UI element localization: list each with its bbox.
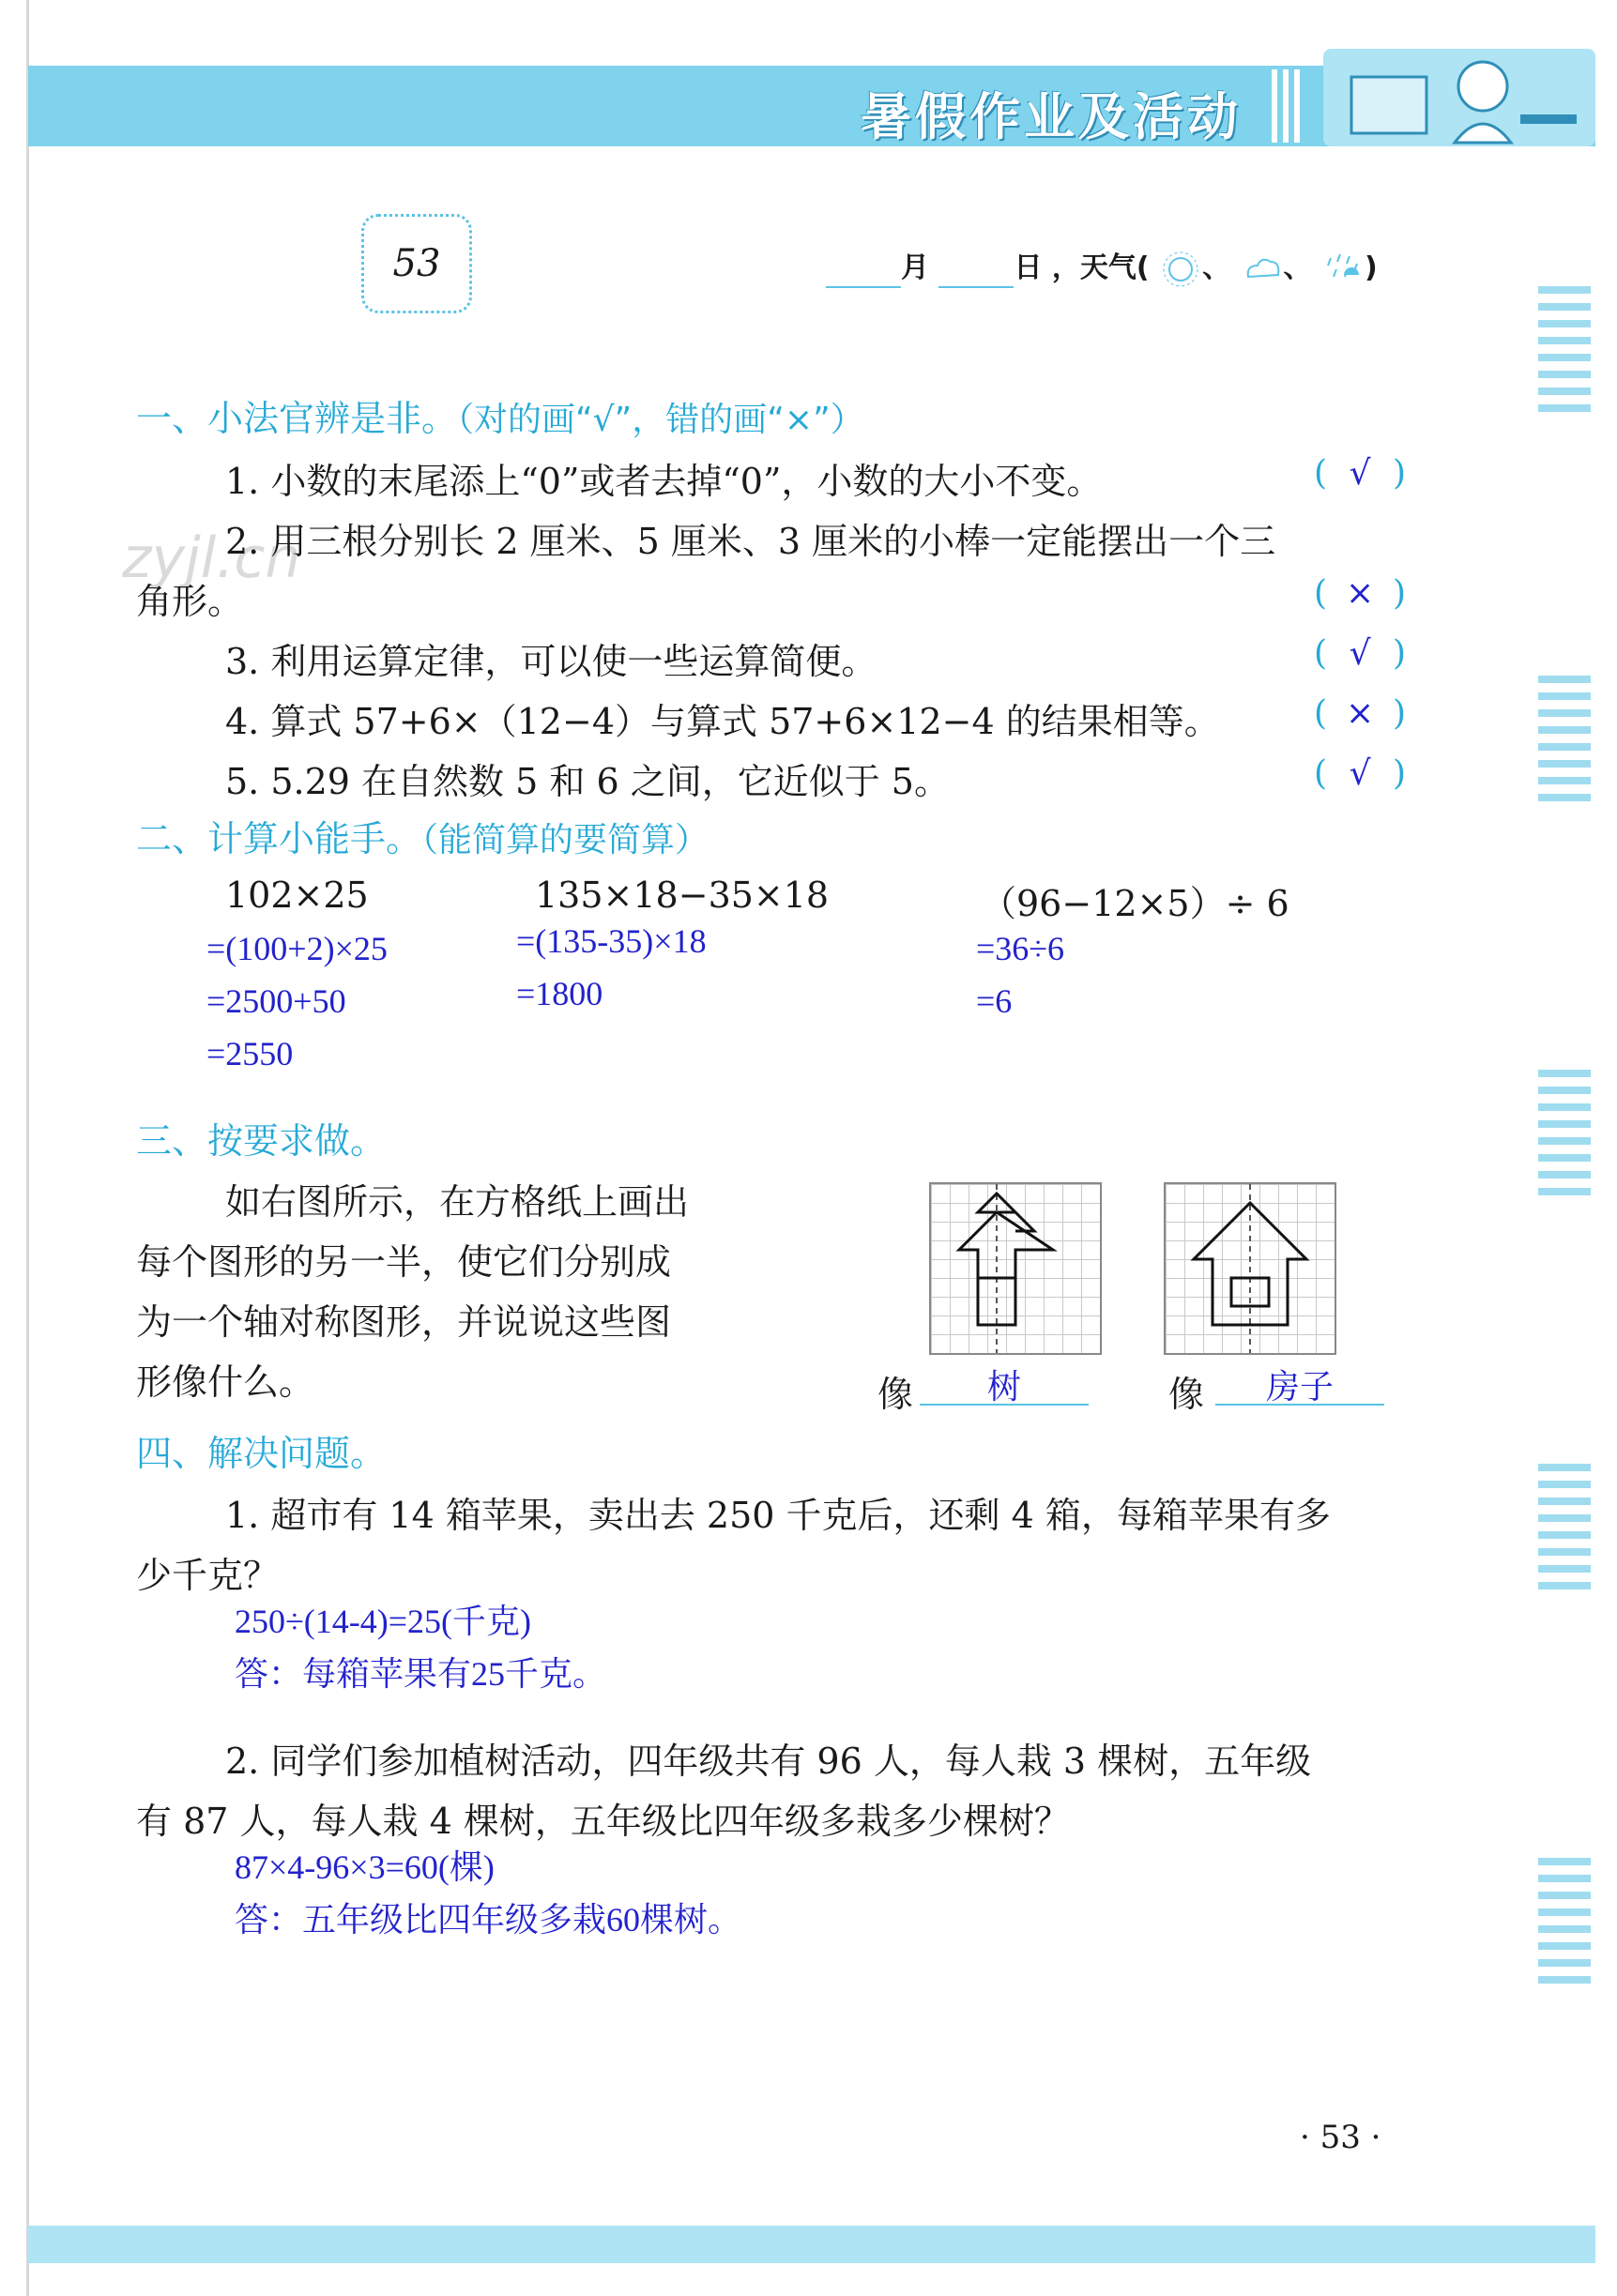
- calc-step: =(135-35)×18: [516, 922, 707, 960]
- header-title: 暑假作业及活动: [861, 87, 1242, 146]
- date-weather-line: 月 日 ，天气( 、 、 ): [826, 244, 1378, 288]
- section2-title: 二、计算小能手。: [136, 818, 422, 859]
- figure-label-prefix: 像: [1168, 1374, 1205, 1415]
- figure-label-prefix: 像: [877, 1374, 914, 1415]
- calc-step: =6: [976, 982, 1013, 1020]
- calc-step: =2550: [206, 1035, 294, 1072]
- weather-sep: 、: [1283, 251, 1312, 284]
- judge-item-2: 2. 用三根分别长 2 厘米、5 厘米、3 厘米的小棒一定能摆出一个三: [225, 521, 1276, 562]
- word-problem-1-calc: 250÷(14-4)=25(千克): [235, 1603, 532, 1640]
- section3-line: 如右图所示，在方格纸上画出: [225, 1181, 690, 1223]
- section1-title: 一、小法官辨是非。: [136, 398, 458, 439]
- section3-heading: 三、按要求做。: [136, 1120, 387, 1162]
- calc-problem-3: （96−12×5）÷ 6: [981, 883, 1289, 924]
- paren-open: (: [1136, 251, 1150, 284]
- word-problem-2: 2. 同学们参加植树活动，四年级共有 96 人，每人栽 3 棵树，五年级: [225, 1741, 1312, 1782]
- judge-item-3: 3. 利用运算定律，可以使一些运算简便。: [225, 641, 877, 682]
- judge-answer-2[interactable]: ( × ): [1314, 574, 1407, 613]
- figure-answer-house[interactable]: 房子: [1215, 1361, 1384, 1406]
- month-blank[interactable]: [826, 258, 901, 288]
- calc-step: =36÷6: [976, 930, 1065, 967]
- side-stripe-decoration: [1538, 1070, 1591, 1205]
- calc-problem-2: 135×18−35×18: [535, 874, 830, 916]
- judge-item-4: 4. 算式 57+6×（12−4）与算式 57+6×12−4 的结果相等。: [225, 701, 1220, 742]
- judge-answer-1[interactable]: ( √ ): [1314, 454, 1407, 493]
- side-stripe-decoration: [1538, 286, 1591, 421]
- paren-close: ): [1364, 251, 1378, 284]
- judge-answer-5[interactable]: ( √ ): [1314, 754, 1407, 793]
- section1-note: （对的画“√”，错的画“×”）: [457, 401, 864, 439]
- bottom-band: [28, 2226, 1595, 2263]
- weather-label: 天气: [1079, 251, 1136, 284]
- judge-item-1: 1. 小数的末尾添上“0”或者去掉“0”，小数的大小不变。: [225, 461, 1103, 502]
- figure-answer-tree[interactable]: 树: [920, 1361, 1089, 1406]
- section4-heading: 四、解决问题。: [136, 1433, 387, 1474]
- day-number-badge: 53: [361, 214, 472, 313]
- cloud-icon[interactable]: [1241, 251, 1284, 288]
- page-edge-line: [26, 0, 29, 2296]
- word-problem-1-cont: 少千克？: [136, 1555, 280, 1596]
- judge-item-2-cont: 角形。: [136, 581, 244, 622]
- banner-bars-decoration: [1272, 69, 1309, 143]
- section3-line: 形像什么。: [136, 1361, 315, 1403]
- side-stripe-decoration: [1538, 676, 1591, 811]
- word-problem-1: 1. 超市有 14 箱苹果，卖出去 250 千克后，还剩 4 箱，每箱苹果有多: [225, 1495, 1331, 1536]
- word-problem-1-answer: 答：每箱苹果有25千克。: [235, 1655, 607, 1693]
- section2-heading: [136, 810, 709, 861]
- section3-line: 每个图形的另一半，使它们分别成: [136, 1241, 672, 1283]
- watermark: zyjl.cn: [122, 525, 301, 591]
- judge-answer-3[interactable]: ( √ ): [1314, 634, 1407, 673]
- section3-line: 为一个轴对称图形，并说说这些图: [136, 1301, 672, 1343]
- side-stripe-decoration: [1538, 1464, 1591, 1599]
- day-blank[interactable]: [938, 258, 1014, 288]
- calc-step: =(100+2)×25: [206, 930, 388, 967]
- weather-sep: 、: [1202, 251, 1231, 284]
- page-number: · 53 ·: [1300, 2119, 1381, 2156]
- word-problem-2-answer: 答：五年级比四年级多栽60棵树。: [235, 1901, 742, 1939]
- grid-figure-house[interactable]: [1164, 1182, 1336, 1355]
- judge-answer-4[interactable]: ( × ): [1314, 694, 1407, 733]
- calc-problem-1: 102×25: [225, 874, 369, 916]
- sun-icon[interactable]: [1159, 251, 1202, 288]
- section1-heading: [136, 389, 864, 441]
- calc-step: =1800: [516, 975, 603, 1012]
- day-label: 日: [1014, 251, 1043, 284]
- calc-step: =2500+50: [206, 982, 346, 1020]
- word-problem-2-cont: 有 87 人，每人栽 4 棵树，五年级比四年级多栽多少棵树？: [136, 1801, 1070, 1842]
- side-stripe-decoration: [1538, 1858, 1591, 1993]
- month-label: 月: [901, 251, 929, 284]
- banner-cartoon-illustration: [1323, 49, 1595, 146]
- rain-icon[interactable]: [1321, 251, 1365, 288]
- word-problem-2-calc: 87×4-96×3=60(棵): [235, 1848, 495, 1886]
- section2-note: （能简算的要简算）: [421, 821, 709, 859]
- judge-item-5: 5. 5.29 在自然数 5 和 6 之间，它近似于 5。: [225, 761, 950, 802]
- grid-figure-tree[interactable]: [929, 1182, 1102, 1355]
